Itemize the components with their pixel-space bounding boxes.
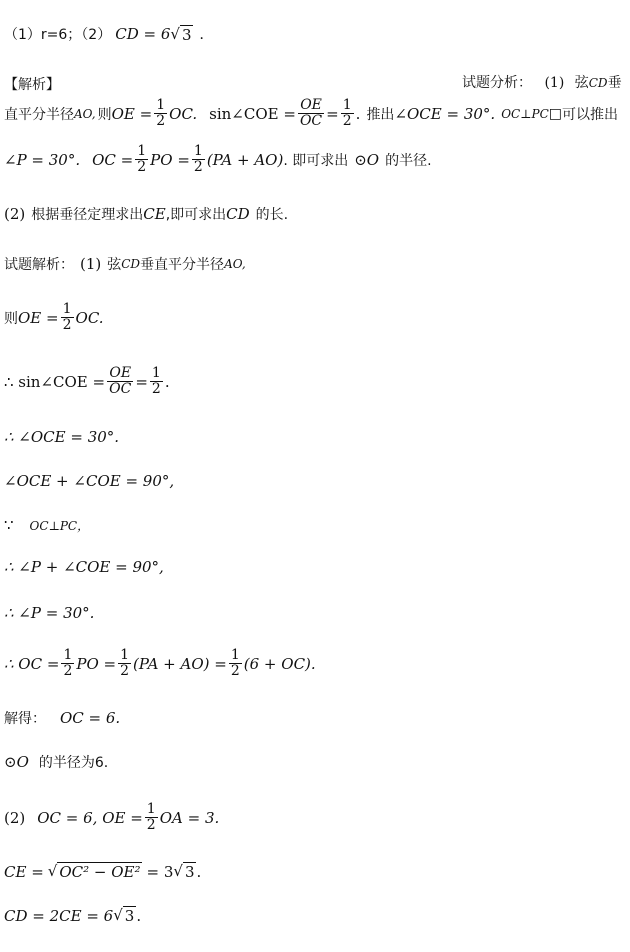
s1-text: 则 (4, 310, 18, 327)
s9-text: 解得： (4, 711, 46, 727)
a2-frac-oe-oc: $\frac{OE}{OC}$ (299, 97, 323, 129)
a3-text1: . 即可求出 (283, 152, 349, 169)
s11-frac: $\frac{1}{2}$ (146, 801, 156, 833)
s12-eq: = 3 (146, 862, 174, 881)
a3-angle: ∠P = 30°. (4, 150, 81, 169)
step-10 (4, 752, 108, 772)
a3-frac2: $\frac{1}{2}$ (193, 143, 203, 175)
step-11 (4, 802, 219, 833)
s8-frac3: $\frac{1}{2}$ (230, 647, 240, 679)
s1-rhs: OC. (75, 308, 104, 327)
a2-box: □ (548, 105, 562, 122)
solution-header (4, 254, 246, 274)
a2-angle: ∠OCE = 30°. (394, 104, 496, 123)
s2-frac2: $\frac{1}{2}$ (151, 365, 161, 397)
a4-num: (2) (4, 205, 26, 223)
s9-eq: OC = 6. (60, 709, 121, 727)
s5-text: OC⊥PC， (29, 518, 90, 533)
answer-end: ． (199, 27, 214, 43)
s2-eq: = (135, 372, 148, 391)
s2-frac: $\frac{OE}{OC}$ (109, 365, 132, 397)
answer-line (4, 24, 213, 44)
a3-oc: OC = (92, 150, 134, 169)
a2-eq: = (326, 104, 339, 123)
step-9 (4, 708, 120, 728)
a2-oc: OC. (169, 104, 198, 123)
because-symbol: ∵ (4, 516, 14, 534)
s13-end: . (136, 906, 142, 925)
solution-ao: AO, (224, 257, 246, 271)
a4-text2: ,即可求出 (165, 207, 227, 223)
a4-text3: 的长. (255, 207, 289, 223)
s8-p1: (PA + AO) = (133, 654, 227, 673)
var-cd: CD (588, 76, 608, 90)
s10-text: 的半径为6. (38, 755, 109, 771)
step-3: ∴ ∠OCE = 30°. (4, 428, 120, 446)
a2-text2: 则 (97, 106, 112, 123)
a2-sin: sin∠COE = (209, 104, 296, 123)
step-8 (4, 648, 316, 679)
a2-dot: . (355, 104, 361, 123)
step-12 (4, 862, 201, 881)
solution-text1: 弦 (107, 257, 122, 273)
step-7: ∴ ∠P = 30°. (4, 604, 95, 622)
s12-end: . (196, 862, 202, 881)
s1-lhs: OE = (18, 308, 59, 327)
s8-frac2: $\frac{1}{2}$ (120, 647, 130, 679)
analysis-label: 试题分析： (462, 75, 532, 91)
analysis-line-2 (4, 98, 618, 129)
s11-num: (2) (4, 808, 26, 827)
s12-sqrt: √ OC² − OE² (47, 862, 141, 881)
a4-cd: CD (226, 205, 250, 223)
s11-rhs: OA = 3. (159, 808, 220, 827)
analysis-line-4 (4, 204, 288, 224)
a4-text1: 根据垂径定理求出 (31, 207, 144, 223)
s12-sqrt-3: √ 3 (173, 862, 195, 881)
solution-text2: 垂直平分半径 (140, 257, 225, 273)
s2-lhs: ∴ sin∠COE = (4, 372, 106, 391)
analysis-right (462, 72, 622, 92)
a3-po: PO = (150, 150, 190, 169)
a2-perp: OC⊥PC (501, 106, 549, 121)
part-num: (1) (544, 75, 565, 91)
step-13 (4, 906, 141, 925)
a2-frac-half-2: $\frac{1}{2}$ (342, 97, 352, 129)
a2-text3: 推出 (366, 106, 395, 123)
solution-cd: CD (121, 257, 141, 271)
analysis-line-3 (4, 144, 432, 175)
analysis-text: 弦 (574, 75, 589, 91)
step-6: ∴ ∠P + ∠COE = 90°, (4, 558, 164, 576)
s8-lhs: ∴ OC = (4, 654, 60, 673)
answer-cd: CD = 6 (115, 25, 171, 43)
s13-lhs: CD = 2CE = 6 (4, 906, 114, 925)
s10-circle: ⊙O (4, 753, 29, 771)
a2-text1: 直平分半径 (4, 106, 74, 123)
solution-label: 试题解析： (4, 257, 74, 273)
s8-po: PO = (76, 654, 117, 673)
a4-ce: CE (143, 205, 166, 223)
a2-var-ao: AO, (74, 106, 96, 121)
s8-frac1: $\frac{1}{2}$ (63, 647, 73, 679)
a3-text2: 的半径. (385, 152, 432, 169)
answer-part1: （1）r=6；（2） (4, 27, 112, 43)
step-1 (4, 302, 104, 333)
a2-oe: OE = (111, 104, 153, 123)
step-5 (4, 516, 89, 534)
a2-text4: 可以推出 (562, 106, 618, 123)
analysis-header: 【解析】 (4, 77, 60, 93)
a3-circle: ⊙O (354, 150, 380, 169)
s8-p2: (6 + OC). (243, 654, 316, 673)
s1-frac: $\frac{1}{2}$ (62, 301, 72, 333)
a3-frac1: $\frac{1}{2}$ (137, 143, 147, 175)
step-4: ∠OCE + ∠COE = 90°, (4, 472, 175, 490)
analysis-text2: 垂 (607, 75, 622, 91)
sqrt-3: √ 3 (170, 24, 192, 44)
s12-lhs: CE = (4, 862, 44, 881)
solution-num: (1) (80, 255, 102, 273)
s2-end: . (164, 372, 170, 391)
s13-sqrt: √ 3 (113, 906, 135, 925)
a3-paren: (PA + AO) (206, 150, 284, 169)
a2-frac-half: $\frac{1}{2}$ (156, 97, 166, 129)
s11-eq1: OC = 6, OE = (37, 808, 143, 827)
step-2 (4, 366, 170, 397)
